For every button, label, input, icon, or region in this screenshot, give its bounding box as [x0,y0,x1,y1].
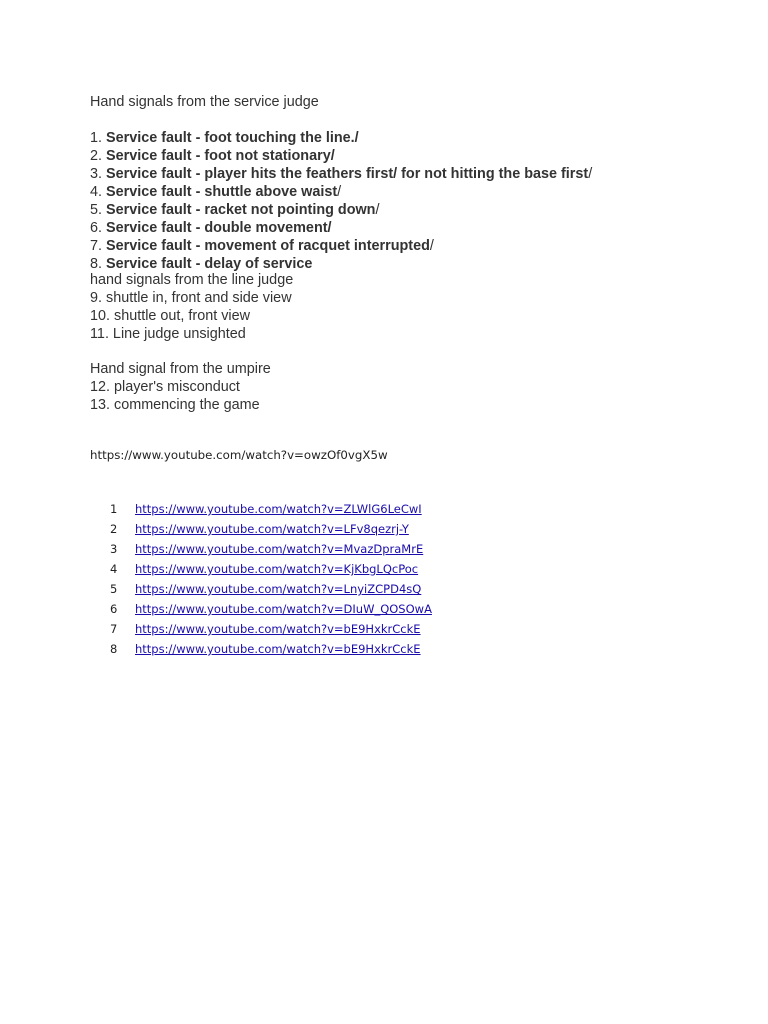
item-number: 8. [90,256,103,272]
item-number: 1. [90,130,103,146]
document-title-block [90,93,319,111]
item-text: Service fault - movement of racquet interrupted [102,238,430,254]
video-link[interactable]: https://www.youtube.com/watch?v=bE9HxkrCckE [135,622,421,636]
list-item: 12. player's misconduct [90,379,240,395]
service-fault-item [90,129,592,147]
list-item: 11. Line judge unsighted [90,326,246,342]
link-row [110,619,432,639]
service-fault-item [90,201,592,219]
service-fault-item [90,219,592,237]
video-link[interactable]: https://www.youtube.com/watch?v=DIuW_QOSOwA [135,602,432,616]
item-text: Service fault - double movement/ [102,220,332,236]
link-number: 8 [110,642,118,656]
link-number: 5 [110,582,118,596]
link-number: 6 [110,602,118,616]
service-fault-item [90,237,592,255]
main-video-url: https://www.youtube.com/watch?v=owzOf0vgX5w [90,448,388,462]
item-number: 5. [90,202,103,218]
document-title: Hand signals from the service judge [90,94,319,110]
video-link[interactable]: https://www.youtube.com/watch?v=LnyiZCPD4sQ [135,582,422,596]
link-row [110,579,432,599]
link-number: 2 [110,522,118,536]
item-text: Service fault - player hits the feathers first/ for not hitting the base first [102,166,589,182]
line-judge-section [90,271,293,343]
link-row [110,599,432,619]
link-row [110,539,432,559]
item-number: 4. [90,184,103,200]
link-row [110,499,432,519]
list-item: 10. shuttle out, front view [90,308,250,324]
link-number: 7 [110,622,118,636]
video-link-list [110,499,432,659]
item-suffix: / [588,166,593,182]
section-heading: Hand signal from the umpire [90,361,271,377]
item-number: 7. [90,238,103,254]
service-fault-item [90,183,592,201]
link-row [110,559,432,579]
item-suffix: / [337,184,342,200]
item-text: Service fault - racket not pointing down [102,202,376,218]
link-number: 3 [110,542,118,556]
item-text: Service fault - foot not stationary/ [102,148,335,164]
link-row [110,519,432,539]
video-link[interactable]: https://www.youtube.com/watch?v=MvazDpraMrE [135,542,424,556]
service-fault-item [90,165,592,183]
item-suffix: / [429,238,434,254]
link-number: 1 [110,502,118,516]
video-link[interactable]: https://www.youtube.com/watch?v=LFv8qezrj-Y [135,522,409,536]
link-row [110,639,432,659]
item-number: 2. [90,148,103,164]
list-item: 9. shuttle in, front and side view [90,290,292,306]
service-fault-list [90,129,592,273]
item-text: Service fault - shuttle above waist [102,184,338,200]
service-fault-item [90,147,592,165]
item-number: 3. [90,166,103,182]
item-number: 6. [90,220,103,236]
item-text: Service fault - delay of service [102,256,313,272]
video-link[interactable]: https://www.youtube.com/watch?v=bE9HxkrCckE [135,642,421,656]
list-item: 13. commencing the game [90,397,260,413]
item-suffix: / [375,202,380,218]
video-link[interactable]: https://www.youtube.com/watch?v=KjKbgLQcPoc [135,562,419,576]
link-number: 4 [110,562,118,576]
umpire-section [90,360,271,414]
item-text: Service fault - foot touching the line./ [102,130,359,146]
section-heading: hand signals from the line judge [90,272,294,288]
video-link[interactable]: https://www.youtube.com/watch?v=ZLWlG6LeCwI [135,502,422,516]
